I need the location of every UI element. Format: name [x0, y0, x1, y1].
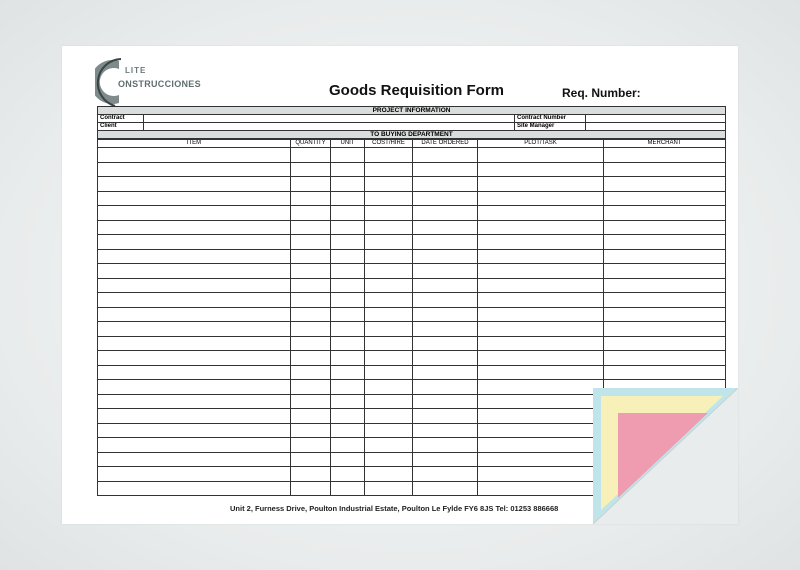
- table-cell[interactable]: [291, 191, 331, 206]
- col-date-ordered: DATE ORDERED: [413, 140, 478, 148]
- table-cell[interactable]: [291, 351, 331, 366]
- logo-text-bottom: ONSTRUCCIONES: [118, 79, 201, 89]
- table-cell[interactable]: [98, 336, 291, 351]
- table-row: [98, 249, 726, 264]
- table-cell[interactable]: [291, 235, 331, 250]
- table-cell[interactable]: [478, 249, 604, 264]
- client-field[interactable]: [144, 123, 515, 131]
- table-cell[interactable]: [365, 351, 413, 366]
- table-cell[interactable]: [291, 264, 331, 279]
- table-cell[interactable]: [604, 249, 726, 264]
- table-cell[interactable]: [413, 307, 478, 322]
- table-cell[interactable]: [98, 249, 291, 264]
- table-row: [98, 191, 726, 206]
- table-cell[interactable]: [604, 264, 726, 279]
- table-cell[interactable]: [291, 467, 331, 482]
- table-cell[interactable]: [98, 307, 291, 322]
- table-cell[interactable]: [413, 322, 478, 337]
- col-unit: UNIT: [331, 140, 365, 148]
- table-cell[interactable]: [98, 235, 291, 250]
- project-info-header: PROJECT INFORMATION: [98, 107, 726, 115]
- table-cell[interactable]: [365, 177, 413, 192]
- carbon-copy-corner: [593, 388, 738, 524]
- table-cell[interactable]: [98, 351, 291, 366]
- table-cell[interactable]: [365, 264, 413, 279]
- table-cell[interactable]: [478, 394, 604, 409]
- table-cell[interactable]: [98, 452, 291, 467]
- table-cell[interactable]: [365, 452, 413, 467]
- table-row: [98, 365, 726, 380]
- table-cell[interactable]: [98, 380, 291, 395]
- table-cell[interactable]: [478, 452, 604, 467]
- table-cell[interactable]: [331, 409, 365, 424]
- table-cell[interactable]: [478, 380, 604, 395]
- table-cell[interactable]: [478, 220, 604, 235]
- table-row: [98, 162, 726, 177]
- table-cell[interactable]: [98, 162, 291, 177]
- table-cell[interactable]: [478, 438, 604, 453]
- table-cell[interactable]: [365, 220, 413, 235]
- table-cell[interactable]: [291, 177, 331, 192]
- table-row: [98, 307, 726, 322]
- table-row: [98, 206, 726, 221]
- table-row: [98, 148, 726, 163]
- contract-field[interactable]: [144, 115, 515, 123]
- table-cell[interactable]: [413, 351, 478, 366]
- table-cell[interactable]: [331, 438, 365, 453]
- table-cell[interactable]: [478, 191, 604, 206]
- table-cell[interactable]: [413, 394, 478, 409]
- table-cell[interactable]: [365, 380, 413, 395]
- table-cell[interactable]: [331, 394, 365, 409]
- table-cell[interactable]: [604, 365, 726, 380]
- table-cell[interactable]: [331, 177, 365, 192]
- table-cell[interactable]: [365, 394, 413, 409]
- table-cell[interactable]: [331, 481, 365, 496]
- table-cell[interactable]: [413, 481, 478, 496]
- table-cell[interactable]: [604, 293, 726, 308]
- table-cell[interactable]: [291, 409, 331, 424]
- table-cell[interactable]: [98, 220, 291, 235]
- table-cell[interactable]: [98, 293, 291, 308]
- table-cell[interactable]: [478, 162, 604, 177]
- table-cell[interactable]: [331, 235, 365, 250]
- table-cell[interactable]: [291, 336, 331, 351]
- table-cell[interactable]: [478, 235, 604, 250]
- table-cell[interactable]: [365, 293, 413, 308]
- table-cell[interactable]: [365, 322, 413, 337]
- req-number-label: Req. Number:: [562, 86, 641, 100]
- table-cell[interactable]: [98, 206, 291, 221]
- table-cell[interactable]: [604, 148, 726, 163]
- table-cell[interactable]: [331, 206, 365, 221]
- table-cell[interactable]: [98, 278, 291, 293]
- table-cell[interactable]: [413, 220, 478, 235]
- table-cell[interactable]: [98, 148, 291, 163]
- col-quantity: QUANTITY: [291, 140, 331, 148]
- table-cell[interactable]: [331, 380, 365, 395]
- table-cell[interactable]: [98, 264, 291, 279]
- table-cell[interactable]: [331, 336, 365, 351]
- table-cell[interactable]: [291, 423, 331, 438]
- table-cell[interactable]: [331, 220, 365, 235]
- project-info-table: [97, 106, 726, 139]
- table-cell[interactable]: [413, 177, 478, 192]
- site-manager-label: Site Manager: [515, 123, 586, 131]
- table-cell[interactable]: [478, 278, 604, 293]
- table-cell[interactable]: [331, 322, 365, 337]
- table-cell[interactable]: [98, 438, 291, 453]
- table-cell[interactable]: [331, 293, 365, 308]
- table-cell[interactable]: [365, 162, 413, 177]
- table-cell[interactable]: [98, 191, 291, 206]
- table-cell[interactable]: [331, 264, 365, 279]
- table-cell[interactable]: [291, 206, 331, 221]
- table-cell[interactable]: [365, 206, 413, 221]
- table-cell[interactable]: [604, 278, 726, 293]
- table-cell[interactable]: [604, 220, 726, 235]
- table-cell[interactable]: [98, 481, 291, 496]
- table-cell[interactable]: [365, 423, 413, 438]
- table-cell[interactable]: [604, 351, 726, 366]
- col-plot-task: PLOT/TASK: [478, 140, 604, 148]
- table-cell[interactable]: [413, 467, 478, 482]
- table-cell[interactable]: [604, 322, 726, 337]
- table-cell[interactable]: [478, 351, 604, 366]
- table-cell[interactable]: [413, 148, 478, 163]
- table-cell[interactable]: [365, 235, 413, 250]
- table-cell[interactable]: [413, 235, 478, 250]
- table-cell[interactable]: [413, 162, 478, 177]
- table-cell[interactable]: [478, 467, 604, 482]
- table-cell[interactable]: [413, 191, 478, 206]
- table-cell[interactable]: [604, 307, 726, 322]
- contract-number-label: Contract Number: [515, 115, 586, 123]
- table-cell[interactable]: [291, 394, 331, 409]
- table-cell[interactable]: [365, 307, 413, 322]
- table-cell[interactable]: [331, 307, 365, 322]
- table-cell[interactable]: [365, 409, 413, 424]
- table-cell[interactable]: [413, 264, 478, 279]
- table-cell[interactable]: [331, 365, 365, 380]
- page-title: Goods Requisition Form: [329, 82, 504, 99]
- table-cell[interactable]: [478, 481, 604, 496]
- table-row: [98, 177, 726, 192]
- table-cell[interactable]: [331, 162, 365, 177]
- table-cell[interactable]: [478, 264, 604, 279]
- col-item: ITEM: [98, 140, 291, 148]
- table-cell[interactable]: [365, 467, 413, 482]
- table-cell[interactable]: [291, 380, 331, 395]
- client-label: Client: [98, 123, 144, 131]
- table-cell[interactable]: [413, 206, 478, 221]
- table-cell[interactable]: [478, 336, 604, 351]
- table-cell[interactable]: [413, 293, 478, 308]
- table-cell[interactable]: [291, 481, 331, 496]
- table-cell[interactable]: [331, 278, 365, 293]
- table-cell[interactable]: [365, 249, 413, 264]
- table-cell[interactable]: [291, 438, 331, 453]
- logo-text-top: LITE: [125, 66, 147, 75]
- table-cell[interactable]: [604, 336, 726, 351]
- table-cell[interactable]: [331, 191, 365, 206]
- footer-address: Unit 2, Furness Drive, Poulton Industrial Estate, Poulton Le Fylde FY6 8JS Tel: 01253 886668: [230, 504, 559, 513]
- table-cell[interactable]: [365, 148, 413, 163]
- table-cell[interactable]: [413, 336, 478, 351]
- table-cell[interactable]: [291, 249, 331, 264]
- table-cell[interactable]: [478, 409, 604, 424]
- table-cell[interactable]: [413, 452, 478, 467]
- col-cost-hire: COST/HIRE: [365, 140, 413, 148]
- table-cell[interactable]: [413, 365, 478, 380]
- site-manager-field[interactable]: [586, 123, 726, 131]
- table-cell[interactable]: [98, 467, 291, 482]
- table-cell[interactable]: [604, 191, 726, 206]
- table-cell[interactable]: [291, 220, 331, 235]
- table-cell[interactable]: [413, 249, 478, 264]
- table-cell[interactable]: [365, 278, 413, 293]
- table-row: [98, 235, 726, 250]
- table-row: [98, 220, 726, 235]
- table-cell[interactable]: [331, 351, 365, 366]
- table-cell[interactable]: [604, 162, 726, 177]
- table-cell[interactable]: [478, 148, 604, 163]
- table-cell[interactable]: [98, 322, 291, 337]
- table-cell[interactable]: [98, 423, 291, 438]
- table-cell[interactable]: [291, 452, 331, 467]
- table-cell[interactable]: [478, 322, 604, 337]
- table-cell[interactable]: [291, 307, 331, 322]
- table-row: [98, 351, 726, 366]
- contract-number-field[interactable]: [586, 115, 726, 123]
- table-cell[interactable]: [478, 307, 604, 322]
- table-cell[interactable]: [291, 148, 331, 163]
- col-merchant: MERCHANT: [604, 140, 726, 148]
- table-row: [98, 293, 726, 308]
- contract-label: Contract: [98, 115, 144, 123]
- table-cell[interactable]: [413, 278, 478, 293]
- table-cell[interactable]: [291, 162, 331, 177]
- table-cell[interactable]: [478, 206, 604, 221]
- table-cell[interactable]: [478, 177, 604, 192]
- table-cell[interactable]: [365, 481, 413, 496]
- table-cell[interactable]: [98, 365, 291, 380]
- table-cell[interactable]: [604, 177, 726, 192]
- table-row: [98, 322, 726, 337]
- table-cell[interactable]: [478, 365, 604, 380]
- table-cell[interactable]: [98, 394, 291, 409]
- table-cell[interactable]: [365, 438, 413, 453]
- buying-header: TO BUYING DEPARTMENT: [98, 131, 726, 139]
- table-row: [98, 336, 726, 351]
- table-row: [98, 278, 726, 293]
- table-cell[interactable]: [291, 278, 331, 293]
- table-cell[interactable]: [413, 409, 478, 424]
- table-cell[interactable]: [604, 206, 726, 221]
- table-cell[interactable]: [291, 322, 331, 337]
- table-cell[interactable]: [98, 177, 291, 192]
- table-cell[interactable]: [365, 191, 413, 206]
- table-cell[interactable]: [331, 452, 365, 467]
- table-cell[interactable]: [291, 365, 331, 380]
- table-cell[interactable]: [365, 336, 413, 351]
- table-cell[interactable]: [331, 249, 365, 264]
- table-cell[interactable]: [331, 423, 365, 438]
- table-cell[interactable]: [413, 423, 478, 438]
- table-cell[interactable]: [365, 365, 413, 380]
- table-cell[interactable]: [413, 438, 478, 453]
- table-cell[interactable]: [413, 380, 478, 395]
- table-cell[interactable]: [478, 293, 604, 308]
- table-cell[interactable]: [331, 148, 365, 163]
- table-cell[interactable]: [478, 423, 604, 438]
- table-cell[interactable]: [331, 467, 365, 482]
- table-cell[interactable]: [291, 293, 331, 308]
- table-cell[interactable]: [98, 409, 291, 424]
- table-cell[interactable]: [604, 235, 726, 250]
- table-row: [98, 264, 726, 279]
